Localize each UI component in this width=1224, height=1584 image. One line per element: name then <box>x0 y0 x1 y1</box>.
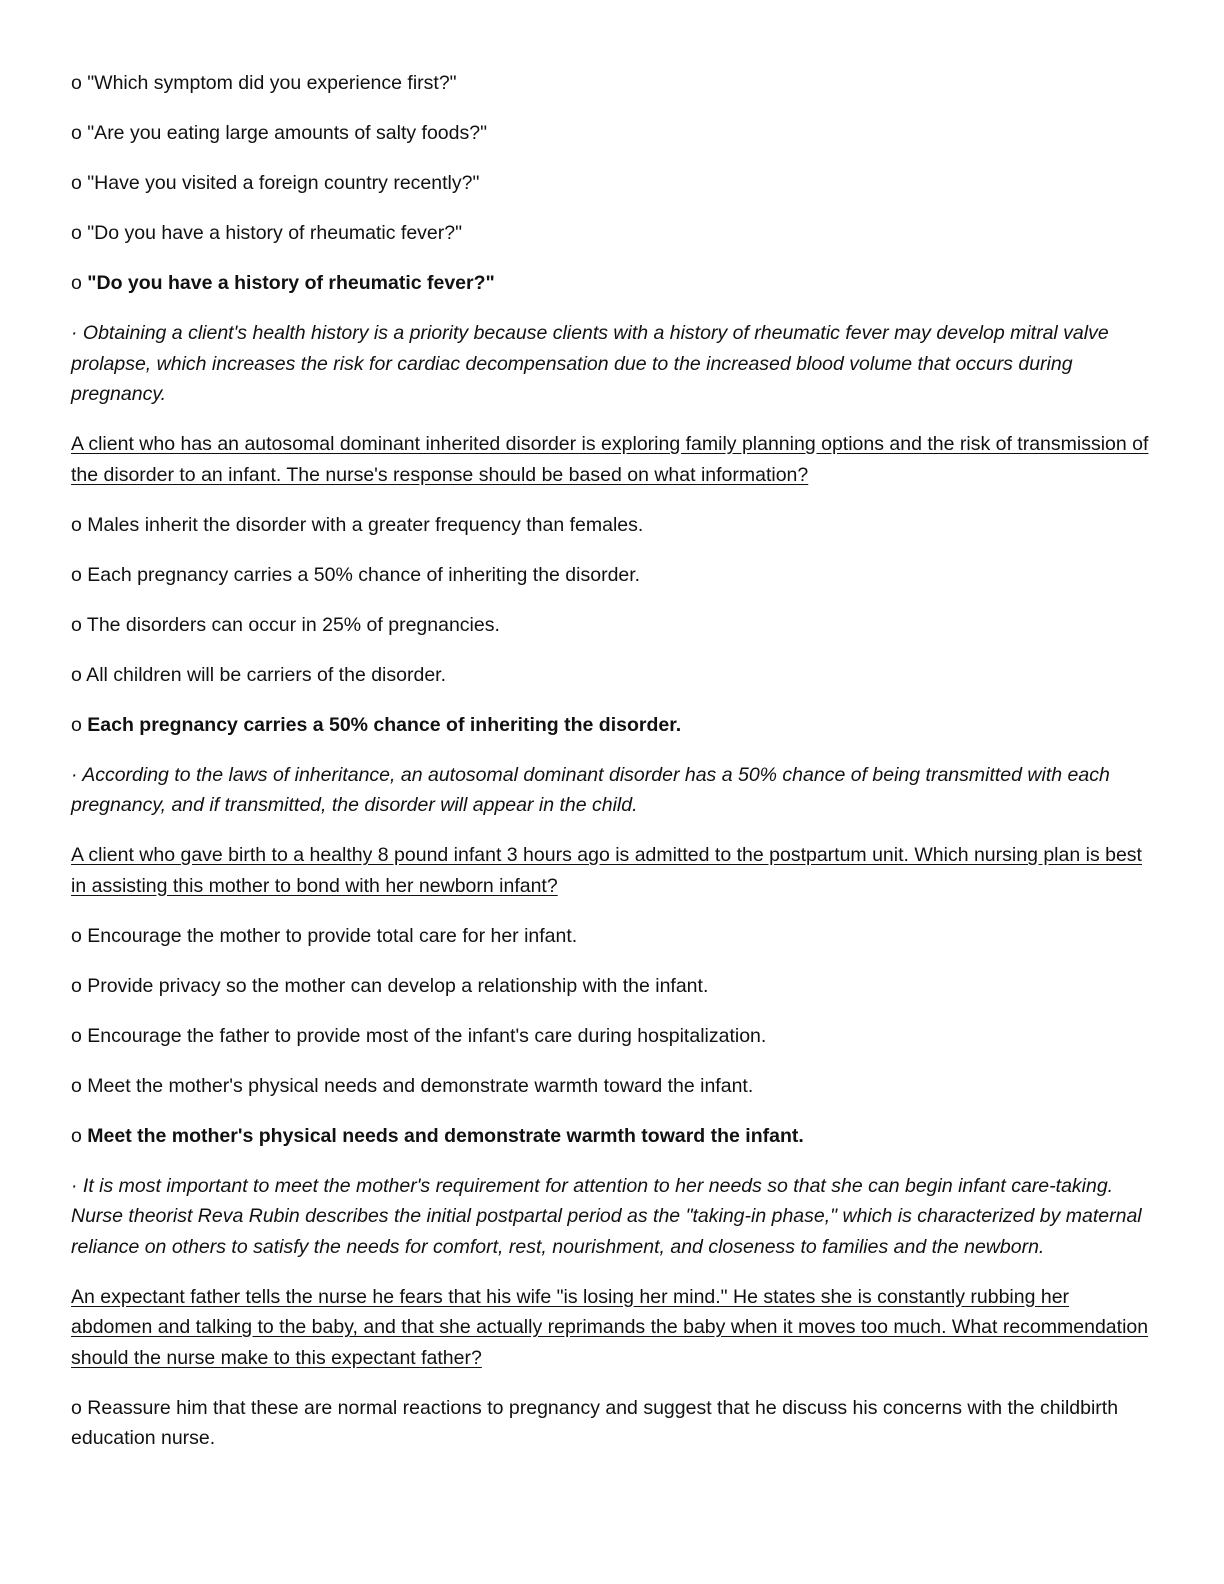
answer-option: o Encourage the father to provide most of the infant's care during hospitalization. <box>71 1024 767 1047</box>
answer-option: o "Have you visited a foreign country recently?" <box>71 172 480 194</box>
answer-option: o "Which symptom did you experience first?" <box>71 72 457 94</box>
answer-option: o The disorders can occur in 25% of pregnancies. <box>71 613 500 636</box>
answer-option: o All children will be carriers of the disorder. <box>71 663 447 686</box>
correct-answer <box>71 710 1151 741</box>
answer-option: o Provide privacy so the mother can develop a relationship with the infant. <box>71 974 709 997</box>
answer-option: o Males inherit the disorder with a greater frequency than females. <box>71 513 644 536</box>
answer-option: o "Are you eating large amounts of salty foods?" <box>71 122 488 144</box>
answer-option: o Reassure him that these are normal reactions to pregnancy and suggest that he discuss his concerns with the childbirth education nurse. <box>71 1396 1119 1449</box>
answer-bullet: o <box>71 272 88 294</box>
answer-option: o Each pregnancy carries a 50% chance of inheriting the disorder. <box>71 563 641 586</box>
rationale: · It is most important to meet the mother's requirement for attention to her needs so that she can begin infant care-taking. Nurse theorist Reva Rubin describes the initial postpartal period as the "taking-in phase," which is characterized by maternal reliance on others to satisfy the needs for comfort, rest, nourishment, and closeness to families and the newborn. <box>71 1174 1142 1258</box>
rationale: · Obtaining a client's health history is a priority because clients with a history of rheumatic fever may develop mitral valve prolapse, which increases the risk for cardiac decompensation due to the increased blood volume that occurs during pregnancy. <box>71 322 1109 405</box>
correct-answer-text: Meet the mother's physical needs and demonstrate warmth toward the infant. <box>87 1124 804 1147</box>
answer-option: o Meet the mother's physical needs and demonstrate warmth toward the infant. <box>71 1074 754 1097</box>
answer-bullet: o <box>71 1124 88 1147</box>
answer-bullet: o <box>71 713 88 736</box>
document-page <box>71 68 1151 1473</box>
correct-answer <box>71 1121 1151 1152</box>
answer-option: o Encourage the mother to provide total care for her infant. <box>71 924 578 947</box>
question-text: A client who gave birth to a healthy 8 pound infant 3 hours ago is admitted to the postpartum unit. Which nursing plan is best in assisting this mother to bond with her newborn infant? <box>71 844 1142 897</box>
question-text: A client who has an autosomal dominant inherited disorder is exploring family planning options and the risk of transmission of the disorder to an infant. The nurse's response should be based on what information? <box>71 433 1149 486</box>
answer-option: o "Do you have a history of rheumatic fever?" <box>71 222 463 244</box>
rationale: · According to the laws of inheritance, an autosomal dominant disorder has a 50% chance of being transmitted with each pregnancy, and if transmitted, the disorder will appear in the child. <box>71 763 1110 816</box>
correct-answer <box>71 268 1151 299</box>
question-text: An expectant father tells the nurse he fears that his wife "is losing her mind." He states she is constantly rubbing her abdomen and talking to the baby, and that she actually reprimands the baby when it moves too much. What recommendation should the nurse make to this expectant father? <box>71 1285 1149 1369</box>
correct-answer-text: "Do you have a history of rheumatic fever?" <box>87 272 495 294</box>
correct-answer-text: Each pregnancy carries a 50% chance of inheriting the disorder. <box>87 713 682 736</box>
